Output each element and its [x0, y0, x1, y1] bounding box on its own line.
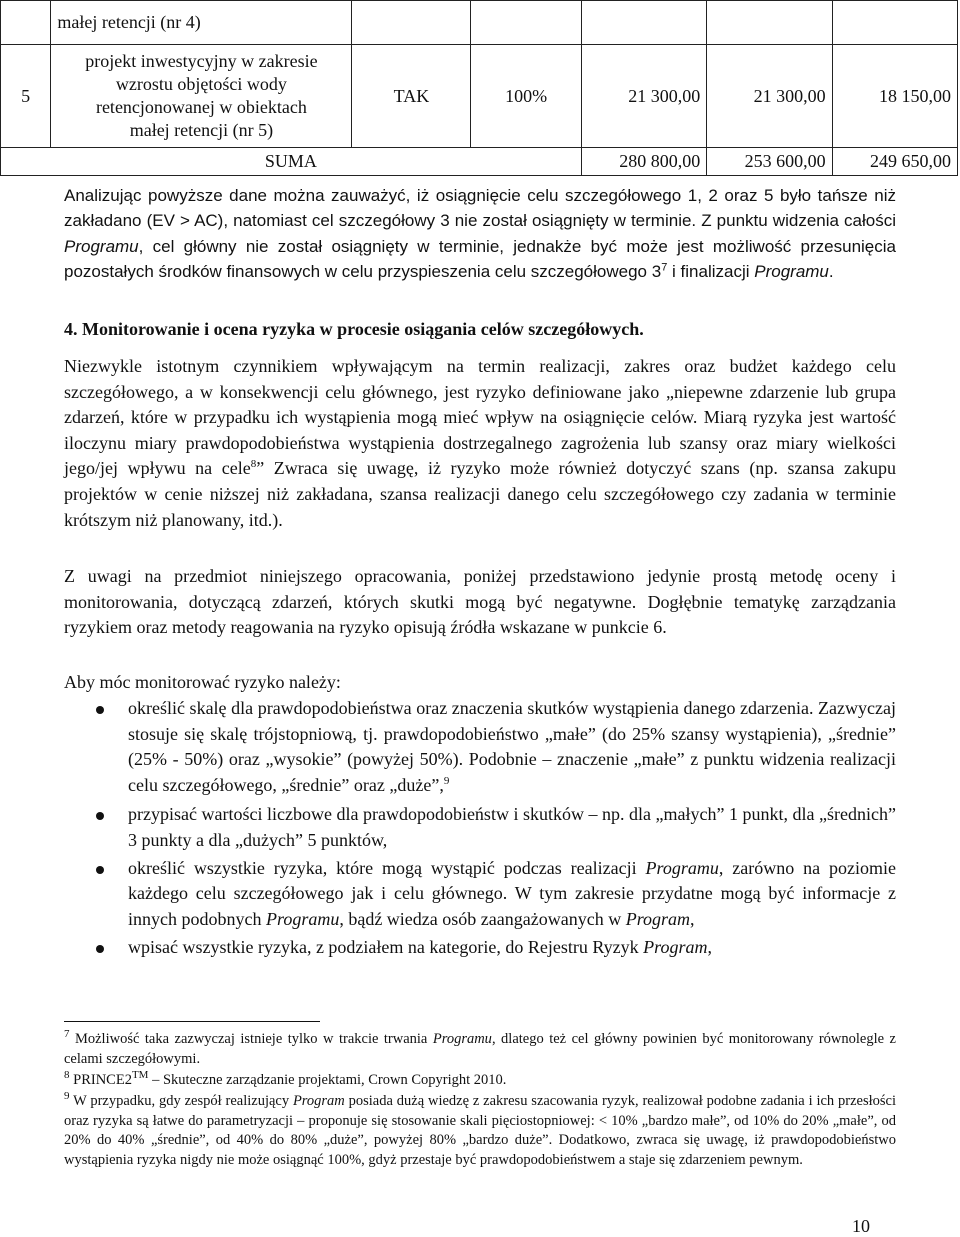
text: , zarówno na poziomie każdego celu szczegółowego jak i celu głównego. W tym zakresie przydatne mogą być informacje z innych podobnych — [128, 857, 896, 929]
footnote-ref: 7 — [661, 261, 668, 274]
page-number: 10 — [852, 1216, 870, 1236]
program-term: Program — [292, 1093, 345, 1109]
table-cell — [581, 1, 706, 45]
table-cell — [707, 1, 832, 45]
table-cell-status: TAK — [352, 45, 471, 148]
program-term: Program — [625, 908, 691, 929]
text: , — [690, 908, 695, 929]
text: . — [828, 262, 834, 282]
table-cell-percent: 100% — [471, 45, 581, 148]
footnote-8 — [64, 1071, 896, 1091]
program-term: Program — [643, 937, 708, 958]
bullet-icon — [96, 812, 104, 820]
text: przypisać wartości liczbowe dla prawdopodobieństw i skutków – np. dla „małych” 1 punkt, dla „średnich” 3 punkty a dla „dużych” 5 punktów, — [128, 804, 896, 850]
text: W przypadku, gdy zespół realizujący — [69, 1093, 293, 1109]
text: PRINCE2 — [69, 1072, 132, 1088]
text: Możliwość taka zazwyczaj istnieje tylko w trakcie trwania — [69, 1031, 433, 1047]
project-line: wzrostu objętości wody — [115, 74, 287, 94]
sum-value: 280 800,00 — [581, 148, 706, 176]
section-heading: 4. Monitorowanie i ocena ryzyka w procesie osiągania celów szczegółowych. — [64, 319, 644, 339]
program-term: Programu — [432, 1031, 492, 1047]
table-cell — [471, 1, 581, 45]
table-cell — [832, 1, 957, 45]
sum-value: 249 650,00 — [832, 148, 957, 176]
bullet-icon — [96, 866, 104, 874]
program-term: Programu — [64, 236, 139, 256]
program-term: Programu — [265, 908, 340, 929]
sum-label: SUMA — [1, 148, 582, 176]
list-intro: Aby móc monitorować ryzyko należy: — [64, 672, 341, 692]
project-line: małej retencji (nr 5) — [129, 120, 274, 140]
text: określić wszystkie ryzyka, które mogą wystąpić podczas realizacji — [128, 857, 646, 878]
list-item — [64, 856, 896, 933]
footnote-separator — [64, 1021, 320, 1022]
table-cell-nr: 5 — [1, 45, 51, 148]
program-term: Programu — [754, 262, 829, 282]
text: wpisać wszystkie ryzyka, z podziałem na kategorie, do Rejestru Ryzyk — [128, 937, 644, 958]
monitoring-steps-list — [64, 696, 896, 961]
text: ” Zwraca się uwagę, iż ryzyko może również dotyczyć szans (np. szansa zakupu projektów w cenie niższej niż zakładana, szansa realizacji danego celu szczegółowego czy zadania w terminie krótszym niż planowany, itd.). — [64, 458, 896, 530]
text: i finalizacji — [667, 262, 755, 282]
table-row — [1, 1, 958, 45]
footnote-number: 8 — [64, 1069, 70, 1082]
text: , dlatego też cel główny powinien być monitorowany równolegle z celami szczegółowymi. — [64, 1031, 896, 1067]
text: – Skuteczne zarządzanie projektami, Crown Copyright 2010. — [148, 1072, 507, 1088]
project-name: małej retencji (nr 4) — [57, 12, 201, 32]
text: określić skalę dla prawdopodobieństwa oraz znaczenia skutków wystąpienia danego zdarzenia. Zazwyczaj stosuje się skalę trójstopniową, tj. prawdopodobieństwo „małe” (do 25% szansy wystąpienia), „średnie” (25% - 50%) oraz „wysokie” (powyżej 50%). Podobnie – znaczenie „małe” z punktu widzenia realizacji celu szczegółowego, „średnie” oraz „duże”, — [128, 698, 896, 795]
table-cell-project — [51, 45, 352, 148]
text: , bądź wiedza osób zaangażowanych w — [339, 908, 626, 929]
risk-definition-paragraph — [64, 354, 896, 533]
table-cell — [1, 1, 51, 45]
budget-table — [0, 0, 958, 176]
list-item — [64, 935, 896, 961]
footnote-number: 7 — [64, 1028, 70, 1041]
list-item — [64, 802, 896, 853]
footnote-7 — [64, 1030, 896, 1069]
bullet-icon — [96, 945, 104, 953]
text: , cel główny nie został osiągnięty w terminie, jednakże być może jest możliwość przesunięcia pozostałych środków finansowych w celu przyspieszenia celu szczegółowego 3 — [64, 236, 896, 282]
analysis-paragraph — [64, 183, 896, 285]
table-cell-value: 21 300,00 — [707, 45, 832, 148]
table-cell — [352, 1, 471, 45]
footnote-number: 9 — [64, 1090, 70, 1103]
table-cell-project — [51, 1, 352, 45]
footnote-ref: 9 — [443, 774, 450, 787]
project-line: retencjonowanej w obiektach — [95, 97, 307, 117]
sum-value: 253 600,00 — [707, 148, 832, 176]
program-term: Programu — [645, 857, 719, 878]
text: , — [707, 937, 712, 958]
table-cell-value: 21 300,00 — [581, 45, 706, 148]
table-row — [1, 45, 958, 148]
footnote-ref: 8 — [250, 458, 257, 471]
list-item — [64, 696, 896, 798]
text: posiada dużą wiedzę z zakresu szacowania ryzyk, realizował podobne zadania i ich przesłości oraz ryzyka są łatwe do parametryzacji – proponuje się stosowanie skali pięciostopniowej: < 10% „bardzo małe”, od 10% do 20% „małe”, od 20% do 40% „średnie”, od 40% do 80% „duże”, powyżej 80% „bardzo duże”. Dodatkowo, zwraca się uwagę, iż prawdopodobieństwo wystąpienia ryzyka nigdy nie może osiągnąć 100%, gdyż przestaje być prawdopodobieństwem a staje się zdarzeniem pewnym. — [64, 1093, 896, 1168]
table-cell-value: 18 150,00 — [832, 45, 957, 148]
trademark: TM — [131, 1069, 149, 1082]
text: Niezwykle istotnym czynnikiem wpływającym na termin realizacji, zakres oraz budżet każdego celu szczegółowego, a w konsekwencji celu głównego, jest ryzyko definiowane jako „niepewne zdarzenie lub grupa zdarzeń, które w przypadku ich wystąpienia mogą mieć wpływ na osiągnięcie celów. Miarą ryzyka jest wartość iloczynu miary prawdopodobieństwa wystąpienia dostrzegalnego zagrożenia lub szansy oraz miary wielkości jego/jej wpływu na cele — [64, 356, 896, 479]
footnote-9 — [64, 1092, 896, 1170]
text: Analizując powyższe dane można zauważyć, iż osiągnięcie celu szczegółowego 1, 2 oraz 5 było tańsze niż zakładano (EV > AC), natomiast cel szczegółowy 3 nie został osiągnięty w terminie. Z punktu widzenia całości — [64, 186, 896, 231]
bullet-icon — [96, 706, 104, 714]
project-line: projekt inwestycyjny w zakresie — [85, 51, 318, 71]
table-row-sum — [1, 148, 958, 176]
method-paragraph: Z uwagi na przedmiot niniejszego opracowania, poniżej przedstawiono jedynie prostą metodę oceny i monitorowania, dotyczącą zdarzeń, których skutki mogą być negatywne. Dogłębnie tematykę zarządzania ryzykiem oraz metody reagowania na ryzyko opisują źródła wskazane w punkcie 6. — [64, 566, 896, 638]
